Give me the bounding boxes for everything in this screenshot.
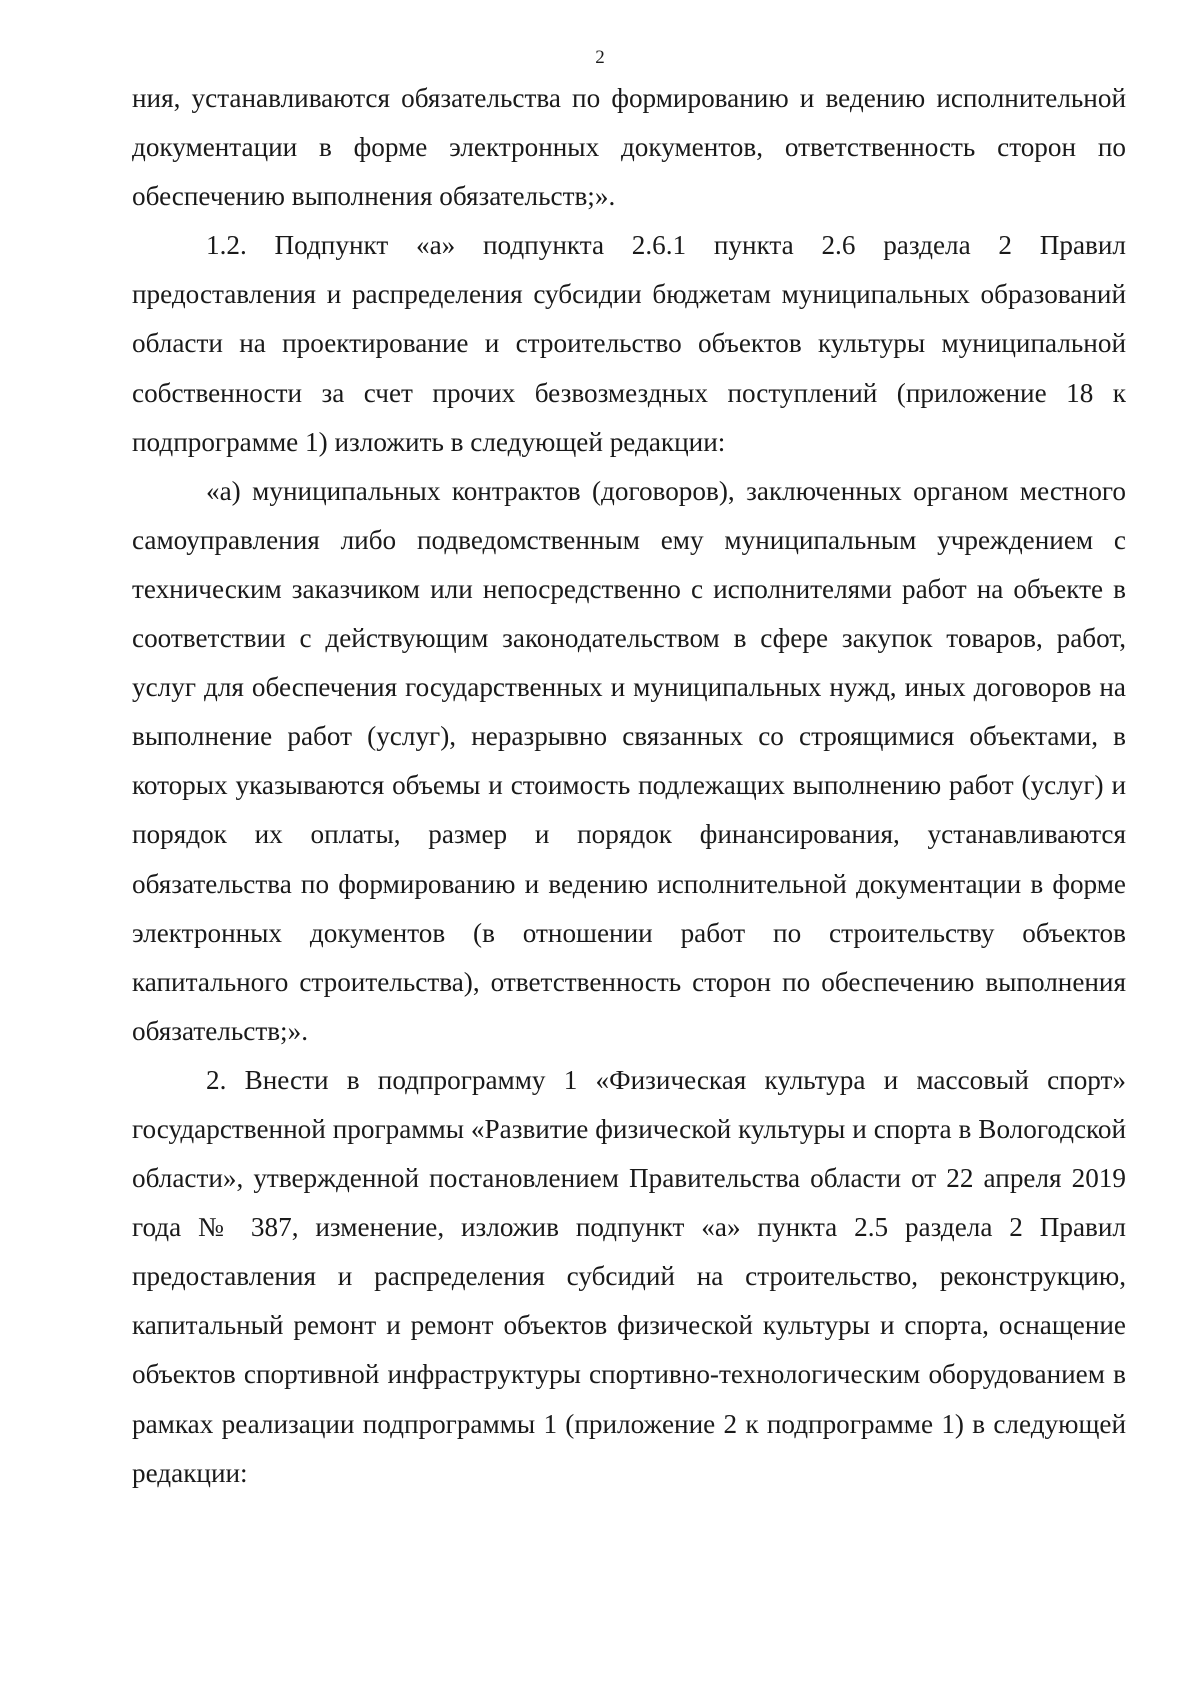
paragraph-item-1-2: 1.2. Подпункт «а» подпункта 2.6.1 пункта 2.6 раздела 2 Правил предоставления и распределения субсидии бюджетам муниципальных образований области на проектирование и строительство объектов культуры муниципальной собственности за счет прочих безвозмездных поступлений (приложение 18 к подпрограмме 1) изложить в следующей редакции: xyxy=(132,230,1126,457)
document-body xyxy=(132,74,1126,1498)
paragraph-subitem-a: «а) муниципальных контрактов (договоров), заключенных органом местного самоуправления либо подведомственным ему муниципальным учреждением с техническим заказчиком или непосредственно с исполнителями работ на объекте в соответствии с действующим законодательством в сфере закупок товаров, работ, услуг для обеспечения государственных и муниципальных нужд, иных договоров на выполнение работ (услуг), неразрывно связанных со строящимися объектами, в которых указываются объемы и стоимость подлежащих выполнению работ (услуг) и порядок их оплаты, размер и порядок финансирования, устанавливаются обязательства по формированию и ведению исполнительной документации в форме электронных документов (в отношении работ по строительству объектов капитального строительства), ответственность сторон по обеспечению выполнения обязательств;». xyxy=(132,475,1126,1046)
page-number: 2 xyxy=(595,47,605,68)
paragraph-continuation: ния, устанавливаются обязательства по формированию и ведению исполнительной документации в форме электронных документов, ответственность сторон по обеспечению выполнения обязательств;». xyxy=(132,83,1126,212)
paragraph-item-2: 2. Внести в подпрограмму 1 «Физическая культура и массовый спорт» государственной программы «Развитие физической культуры и спорта в Вологодской области», утвержденной постановлением Правительства области от 22 апреля 2019 года № 387, изменение, изложив подпункт «а» пункта 2.5 раздела 2 Правил предоставления и распределения субсидий на строительство, реконструкцию, капитальный ремонт и ремонт объектов физической культуры и спорта, оснащение объектов спортивной инфраструктуры спортивно-технологическим оборудованием в рамках реализации подпрограммы 1 (приложение 2 к подпрограмме 1) в следующей редакции: xyxy=(132,1064,1126,1488)
